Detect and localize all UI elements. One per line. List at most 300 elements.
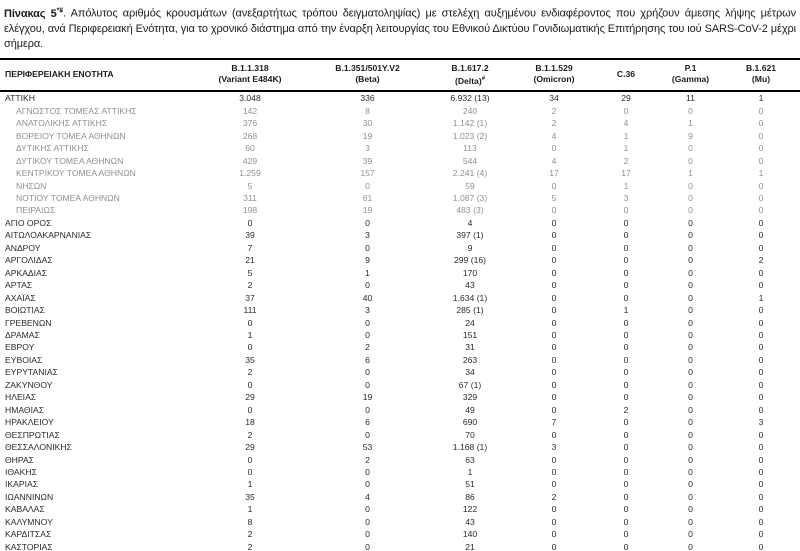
value-cell: 3.048 <box>239 93 261 104</box>
region-name: ΚΑΣΤΟΡΙΑΣ <box>5 541 53 551</box>
value-cell: 0 <box>688 541 693 551</box>
value-cell: 0 <box>758 342 764 353</box>
table-row <box>0 279 800 291</box>
value-cell: 397 (1) <box>456 230 484 241</box>
value-cell: 0 <box>688 404 693 415</box>
column-header-c36: C.36 <box>593 59 659 92</box>
value-cell: 0 <box>365 516 370 527</box>
value-cell: 268 <box>242 130 258 141</box>
caption-bold: Πίνακας 5 <box>4 7 57 20</box>
value-cell: 0 <box>551 230 557 241</box>
value-cell: 2 <box>247 529 253 540</box>
value-cell: 2 <box>247 429 253 440</box>
value-cell: 0 <box>551 330 557 341</box>
value-cell: 0 <box>365 529 370 540</box>
region-name: ΑΓΙΟ ΟΡΟΣ <box>5 217 52 228</box>
value-cell: 142 <box>242 105 258 116</box>
table-row <box>0 354 800 366</box>
value-cell: 0 <box>365 404 370 415</box>
value-cell: 0 <box>623 367 629 378</box>
table-row <box>0 416 800 428</box>
value-cell: 0 <box>623 417 629 428</box>
value-cell: 2 <box>365 454 370 465</box>
value-cell: 0 <box>758 242 764 253</box>
table-row <box>0 379 800 391</box>
table-row <box>0 503 800 515</box>
value-cell: 0 <box>623 467 629 477</box>
value-cell: 0 <box>758 105 764 116</box>
value-cell: 0 <box>247 342 253 353</box>
value-cell: 0 <box>758 267 764 278</box>
region-name: ΑΧΑΪΑΣ <box>5 292 36 303</box>
value-cell: 43 <box>465 280 475 291</box>
table-row <box>0 292 800 304</box>
region-name: ΑΓΝΩΣΤΟΣ ΤΟΜΕΑΣ ΑΤΤΙΚΗΣ <box>16 105 137 116</box>
value-cell: 34 <box>465 367 475 378</box>
value-cell: 0 <box>365 379 370 390</box>
value-cell: 0 <box>758 367 764 378</box>
value-cell: 0 <box>623 516 629 527</box>
value-cell: 0 <box>247 454 253 465</box>
value-cell: 4 <box>551 130 557 141</box>
value-cell: 0 <box>758 504 764 515</box>
value-cell: 19 <box>362 205 373 216</box>
value-cell: 49 <box>465 404 475 415</box>
column-header-region: ΠΕΡΙΦΕΡΕΙΑΚΗ ΕΝΟΤΗΤΑ <box>0 59 190 92</box>
value-cell: 1 <box>623 130 629 141</box>
region-name: ΕΥΒΟΙΑΣ <box>5 354 43 365</box>
value-cell: 39 <box>245 230 255 241</box>
value-cell: 329 <box>462 392 478 403</box>
value-cell: 2 <box>247 541 253 551</box>
region-name: ΙΩΑΝΝΙΝΩΝ <box>5 491 54 502</box>
region-name: ΔΡΑΜΑΣ <box>5 330 40 341</box>
column-header-b16172: B.1.617.2 (Delta)# <box>425 59 515 92</box>
value-cell: 1 <box>623 180 629 191</box>
value-cell: 299 (16) <box>453 255 486 266</box>
value-cell: 9 <box>467 242 473 253</box>
region-name: ΑΡΤΑΣ <box>5 280 33 291</box>
value-cell: 21 <box>245 255 255 266</box>
value-cell: 0 <box>623 330 629 341</box>
value-cell: 0 <box>688 479 693 490</box>
table-row <box>0 478 800 490</box>
region-name: ΑΝΔΡΟΥ <box>5 242 41 253</box>
value-cell: 0 <box>247 379 253 390</box>
value-cell: 4 <box>551 155 557 166</box>
value-cell: 0 <box>551 392 557 403</box>
value-cell: 0 <box>688 467 693 477</box>
table-row <box>0 204 800 216</box>
value-cell: 2 <box>551 105 557 116</box>
value-cell: 6 <box>365 417 370 428</box>
value-cell: 544 <box>462 155 478 166</box>
region-name: ΘΕΣΣΑΛΟΝΙΚΗΣ <box>5 442 72 453</box>
value-cell: 0 <box>758 429 764 440</box>
value-cell: 24 <box>465 317 475 328</box>
variants-table <box>0 58 800 551</box>
value-cell: 2 <box>623 404 629 415</box>
value-cell: 0 <box>247 317 253 328</box>
value-cell: 0 <box>623 230 629 241</box>
value-cell: 0 <box>623 242 629 253</box>
value-cell: 0 <box>688 392 693 403</box>
value-cell: 0 <box>365 429 370 440</box>
region-name: ΒΟΙΩΤΙΑΣ <box>5 305 45 316</box>
value-cell: 0 <box>688 516 693 527</box>
value-cell: 2 <box>551 118 557 129</box>
value-cell: 0 <box>623 529 629 540</box>
value-cell: 140 <box>462 529 478 540</box>
value-cell: 690 <box>462 417 478 428</box>
region-name: ΕΥΡΥΤΑΝΙΑΣ <box>5 367 58 378</box>
region-name: ΚΑΒΑΛΑΣ <box>5 504 45 515</box>
value-cell: 0 <box>758 392 764 403</box>
value-cell: 51 <box>465 479 475 490</box>
value-cell: 9 <box>688 130 693 141</box>
value-cell: 0 <box>623 217 629 228</box>
value-cell: 1 <box>758 168 764 179</box>
value-cell: 0 <box>688 255 693 266</box>
value-cell: 17 <box>549 168 559 179</box>
value-cell: 86 <box>465 491 475 502</box>
value-cell: 2 <box>551 491 557 502</box>
value-cell: 0 <box>758 529 764 540</box>
region-name: ΔΥΤΙΚΟΥ ΤΟΜΕΑ ΑΘΗΝΩΝ <box>16 155 124 166</box>
value-cell: 0 <box>551 292 557 303</box>
value-cell: 0 <box>551 242 557 253</box>
column-header-b1621: B.1.621 (Mu) <box>722 59 800 92</box>
value-cell: 0 <box>551 180 557 191</box>
value-cell: 8 <box>247 516 253 527</box>
table-row <box>0 242 800 254</box>
table-row <box>0 180 800 192</box>
value-cell: 0 <box>623 317 629 328</box>
value-cell: 0 <box>551 379 557 390</box>
value-cell: 1 <box>247 330 253 341</box>
value-cell: 0 <box>551 342 557 353</box>
value-cell: 1 <box>758 93 764 104</box>
value-cell: 0 <box>688 442 693 453</box>
value-cell: 0 <box>551 479 557 490</box>
table-row <box>0 366 800 378</box>
value-cell: 1 <box>467 467 473 477</box>
value-cell: 1 <box>623 143 629 154</box>
value-cell: 0 <box>758 280 764 291</box>
value-cell: 4 <box>467 217 473 228</box>
value-cell: 4 <box>365 491 370 502</box>
caption-footnote-marker: *¥ <box>56 7 64 14</box>
column-header-b1351: B.1.351/501Y.V2 (Beta) <box>310 59 425 92</box>
value-cell: 0 <box>365 367 370 378</box>
value-cell: 0 <box>688 454 693 465</box>
value-cell: 0 <box>688 317 693 328</box>
value-cell: 429 <box>242 155 258 166</box>
value-cell: 1.142 (1) <box>452 118 488 129</box>
value-cell: 0 <box>247 217 253 228</box>
value-cell: 59 <box>465 180 475 191</box>
value-cell: 151 <box>462 330 478 341</box>
value-cell: 0 <box>688 217 693 228</box>
value-cell: 0 <box>623 504 629 515</box>
value-cell: 0 <box>551 404 557 415</box>
region-name: ΘΗΡΑΣ <box>5 454 35 465</box>
value-cell: 0 <box>623 255 629 266</box>
value-cell: 0 <box>551 205 557 216</box>
value-cell: 0 <box>551 504 557 515</box>
value-cell: 31 <box>465 342 475 353</box>
value-cell: 30 <box>362 118 373 129</box>
value-cell: 0 <box>623 392 629 403</box>
value-cell: 0 <box>623 491 629 502</box>
value-cell: 3 <box>365 230 370 241</box>
value-cell: 0 <box>247 404 253 415</box>
region-name: ΘΕΣΠΡΩΤΙΑΣ <box>5 429 60 440</box>
value-cell: 1 <box>688 168 693 179</box>
table-row <box>0 217 800 229</box>
value-cell: 17 <box>621 168 631 179</box>
value-cell: 0 <box>551 367 557 378</box>
value-cell: 1.168 (1) <box>452 442 488 453</box>
table-row <box>0 91 800 104</box>
value-cell: 0 <box>365 317 370 328</box>
value-cell: 5 <box>551 193 557 204</box>
value-cell: 0 <box>623 379 629 390</box>
value-cell: 0 <box>758 404 764 415</box>
table-row <box>0 516 800 528</box>
value-cell: 37 <box>245 292 255 303</box>
value-cell: 0 <box>688 429 693 440</box>
value-cell: 3 <box>551 442 557 453</box>
caption-text: . Απόλυτος αριθμός κρουσμάτων (ανεξαρτήτως τρόπου δειγματοληψίας) με στελέχη αυξημένου ενδιαφέροντος που χρήζουν άμεσης λήψης μέτρων ελέγχου, ανά Περιφερειακή Ενότητα, για το χρονικό διάστημα από την έναρξη λειτουργίας του Εθνικού Δικτύου Γονιδιωματικής Επιτήρησης του ιού SARS-CoV-2 μέχρι σήμερα. <box>4 7 797 51</box>
region-name: ΙΘΑΚΗΣ <box>5 467 37 477</box>
value-cell: 0 <box>688 330 693 341</box>
value-cell: 0 <box>551 255 557 266</box>
value-cell: 8 <box>365 105 370 116</box>
table-row <box>0 192 800 204</box>
table-row <box>0 317 800 329</box>
region-name: ΔΥΤΙΚΗΣ ΑΤΤΙΚΗΣ <box>16 143 89 154</box>
value-cell: 0 <box>758 130 764 141</box>
value-cell: 0 <box>688 379 693 390</box>
value-cell: 0 <box>758 541 764 551</box>
region-name: ΑΡΓΟΛΙΔΑΣ <box>5 255 53 266</box>
value-cell: 0 <box>688 193 693 204</box>
value-cell: 0 <box>551 354 557 365</box>
value-cell: 0 <box>758 330 764 341</box>
value-cell: 0 <box>551 217 557 228</box>
value-cell: 67 (1) <box>458 379 482 390</box>
value-cell: 113 <box>463 143 477 154</box>
value-cell: 0 <box>758 454 764 465</box>
region-name: ΚΑΛΥΜΝΟΥ <box>5 516 53 527</box>
value-cell: 240 <box>462 105 478 116</box>
value-cell: 0 <box>623 267 629 278</box>
value-cell: 0 <box>365 217 370 228</box>
table-row <box>0 466 800 478</box>
table-row <box>0 341 800 353</box>
region-name: ΙΚΑΡΙΑΣ <box>5 479 39 490</box>
value-cell: 18 <box>245 417 255 428</box>
value-cell: 0 <box>551 317 557 328</box>
value-cell: 7 <box>551 417 557 428</box>
value-cell: 1.023 (2) <box>452 130 488 141</box>
table-row <box>0 541 800 551</box>
value-cell: 285 (1) <box>456 305 484 316</box>
value-cell: 198 <box>242 205 258 216</box>
value-cell: 0 <box>688 491 693 502</box>
value-cell: 0 <box>688 292 693 303</box>
value-cell: 0 <box>758 155 764 166</box>
value-cell: 2 <box>365 342 370 353</box>
value-cell: 336 <box>360 93 375 104</box>
region-name: ΗΜΑΘΙΑΣ <box>5 404 45 415</box>
value-cell: 0 <box>758 305 764 316</box>
region-name: ΚΕΝΤΡΙΚΟΥ ΤΟΜΕΑ ΑΘΗΝΩΝ <box>16 168 136 179</box>
table-row <box>0 391 800 403</box>
value-cell: 483 (3) <box>456 205 484 216</box>
value-cell: 0 <box>758 516 764 527</box>
value-cell: 0 <box>688 504 693 515</box>
region-name: ΗΛΕΙΑΣ <box>5 392 37 403</box>
region-name: ΖΑΚΥΝΘΟΥ <box>5 379 53 390</box>
value-cell: 0 <box>623 454 629 465</box>
region-name: ΑΙΤΩΛΟΑΚΑΡΝΑΝΙΑΣ <box>5 230 92 241</box>
table-row <box>0 528 800 540</box>
value-cell: 0 <box>758 143 764 154</box>
table-row <box>0 441 800 453</box>
value-cell: 70 <box>465 429 475 440</box>
value-cell: 61 <box>362 193 373 204</box>
value-cell: 39 <box>362 155 373 166</box>
value-cell: 1 <box>758 292 764 303</box>
region-name: ΒΟΡΕΙΟΥ ΤΟΜΕΑ ΑΘΗΝΩΝ <box>16 130 126 141</box>
value-cell: 2 <box>247 280 253 291</box>
value-cell: 0 <box>247 467 253 477</box>
value-cell: 0 <box>365 242 370 253</box>
value-cell: 2 <box>623 155 629 166</box>
value-cell: 6.932 (13) <box>450 93 490 104</box>
value-cell: 3 <box>623 193 629 204</box>
delta-footnote-marker: # <box>481 75 486 82</box>
value-cell: 0 <box>623 354 629 365</box>
value-cell: 29 <box>621 93 631 104</box>
value-cell: 0 <box>551 529 557 540</box>
value-cell: 0 <box>551 305 557 316</box>
value-cell: 19 <box>362 392 373 403</box>
value-cell: 40 <box>362 292 373 303</box>
table-row <box>0 491 800 503</box>
value-cell: 0 <box>688 342 693 353</box>
value-cell: 0 <box>758 193 764 204</box>
value-cell: 11 <box>686 93 695 104</box>
value-cell: 21 <box>465 541 475 551</box>
value-cell: 0 <box>365 479 370 490</box>
table-row <box>0 105 800 117</box>
value-cell: 4 <box>623 118 629 129</box>
value-cell: 3 <box>758 417 764 428</box>
value-cell: 0 <box>758 317 764 328</box>
value-cell: 34 <box>549 93 559 104</box>
value-cell: 29 <box>245 442 255 453</box>
table-row <box>0 142 800 154</box>
value-cell: 0 <box>758 479 764 490</box>
value-cell: 0 <box>551 541 557 551</box>
table-row <box>0 117 800 129</box>
value-cell: 0 <box>365 330 370 341</box>
value-cell: 0 <box>758 180 764 191</box>
value-cell: 0 <box>551 467 557 477</box>
value-cell: 1 <box>247 479 253 490</box>
value-cell: 1 <box>688 118 693 129</box>
value-cell: 29 <box>245 392 255 403</box>
value-cell: 5 <box>247 180 253 191</box>
column-header-b11529: B.1.1.529 (Omicron) <box>515 59 593 92</box>
region-name: ΑΡΚΑΔΙΑΣ <box>5 267 48 278</box>
value-cell: 0 <box>688 242 693 253</box>
value-cell: 0 <box>688 143 693 154</box>
value-cell: 170 <box>462 267 478 278</box>
value-cell: 0 <box>758 379 764 390</box>
value-cell: 0 <box>365 467 370 477</box>
value-cell: 0 <box>365 280 370 291</box>
table-row <box>0 304 800 316</box>
value-cell: 0 <box>551 454 557 465</box>
value-cell: 0 <box>623 442 629 453</box>
value-cell: 0 <box>758 230 764 241</box>
region-name: ΕΒΡΟΥ <box>5 342 35 353</box>
value-cell: 122 <box>462 504 478 515</box>
value-cell: 0 <box>688 205 693 216</box>
value-cell: 157 <box>360 168 375 179</box>
table-row <box>0 229 800 241</box>
value-cell: 3 <box>365 143 370 154</box>
value-cell: 0 <box>551 143 557 154</box>
value-cell: 0 <box>688 230 693 241</box>
value-cell: 0 <box>623 429 629 440</box>
value-cell: 0 <box>551 280 557 291</box>
value-cell: 0 <box>688 155 693 166</box>
value-cell: 0 <box>551 267 557 278</box>
value-cell: 3 <box>365 305 370 316</box>
value-cell: 0 <box>688 417 693 428</box>
region-name: ΑΝΑΤΟΛΙΚΗΣ ΑΤΤΙΚΗΣ <box>16 118 108 129</box>
value-cell: 0 <box>623 342 629 353</box>
value-cell: 43 <box>465 516 475 527</box>
value-cell: 376 <box>242 118 258 129</box>
table-row <box>0 155 800 167</box>
value-cell: 0 <box>688 267 693 278</box>
value-cell: 2 <box>758 255 764 266</box>
value-cell: 0 <box>365 504 370 515</box>
region-name: ΚΑΡΔΙΤΣΑΣ <box>5 529 52 540</box>
value-cell: 0 <box>551 516 557 527</box>
table-row <box>0 329 800 341</box>
table-row <box>0 267 800 279</box>
region-name: ΝΗΣΩΝ <box>16 180 47 191</box>
value-cell: 1 <box>247 504 253 515</box>
value-cell: 0 <box>623 280 629 291</box>
value-cell: 0 <box>623 105 629 116</box>
column-header-b11318: B.1.1.318 (Variant E484K) <box>190 59 310 92</box>
table-body <box>0 91 800 551</box>
value-cell: 53 <box>362 442 373 453</box>
value-cell: 0 <box>623 541 629 551</box>
table-header <box>0 59 800 92</box>
value-cell: 1 <box>365 267 370 278</box>
value-cell: 0 <box>365 541 370 551</box>
value-cell: 0 <box>758 442 764 453</box>
